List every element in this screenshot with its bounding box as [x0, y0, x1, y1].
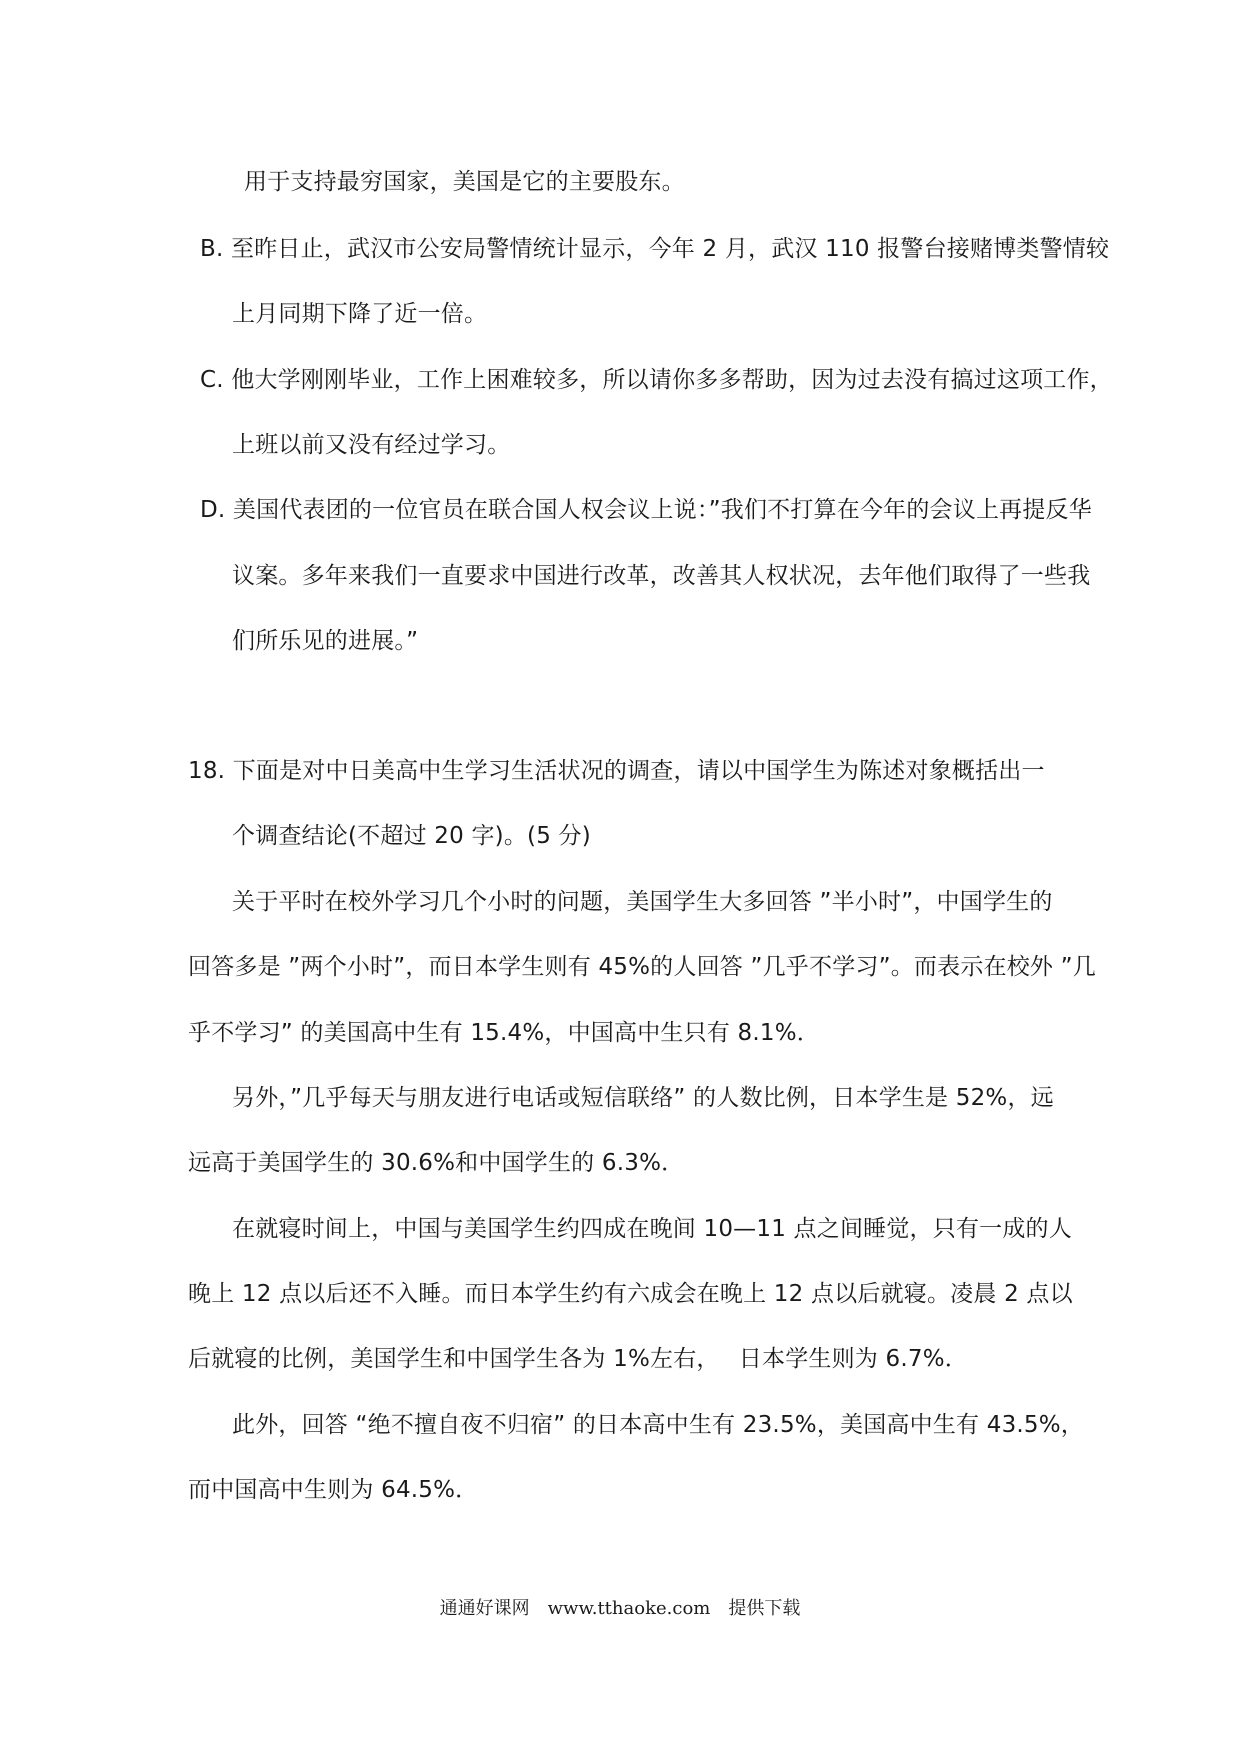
survey-paragraph-4-line-1: 此外，回答 “绝不擅自夜不归宿” 的日本高中生有 23.5%，美国高中生有 43.5%， — [232, 1412, 1085, 1438]
page-footer: 通通好课网 www.tthaoke.com 提供下载 — [439, 1598, 801, 1619]
option-d-line-2: 议案。多年来我们一直要求中国进行改革，改善其人权状况，去年他们取得了一些我 — [232, 563, 1091, 589]
survey-paragraph-1-line-1: 关于平时在校外学习几个小时的问题，美国学生大多回答 ”半小时”，中国学生的 — [232, 889, 1053, 915]
question-18-line-1: 18. 下面是对中日美高中生学习生活状况的调查，请以中国学生为陈述对象概括出一 — [188, 758, 1045, 784]
option-c-line-1: C. 他大学刚刚毕业，工作上困难较多，所以请你多多帮助，因为过去没有搞过这项工作， — [200, 367, 1113, 393]
survey-paragraph-2-line-1: 另外，”几乎每天与朋友进行电话或短信联络” 的人数比例，日本学生是 52%，远 — [232, 1085, 1054, 1111]
survey-paragraph-1-line-2: 回答多是 ”两个小时”，而日本学生则有 45%的人回答 ”几乎不学习”。而表示在校外 ”几 — [188, 954, 1096, 980]
option-a-continuation: 用于支持最穷国家，美国是它的主要股东。 — [244, 169, 685, 195]
survey-paragraph-2-line-2: 远高于美国学生的 30.6%和中国学生的 6.3%． — [188, 1150, 685, 1176]
question-18-line-2: 个调查结论(不超过 20 字)。(5 分) — [232, 823, 591, 849]
survey-paragraph-3-line-1: 在就寝时间上，中国与美国学生约四成在晚间 10—11 点之间睡觉，只有一成的人 — [232, 1216, 1072, 1242]
option-c-line-2: 上班以前又没有经过学习。 — [232, 432, 511, 458]
option-b-line-2: 上月同期下降了近一倍。 — [232, 301, 488, 327]
survey-paragraph-3-line-2: 晚上 12 点以后还不入睡。而日本学生约有六成会在晚上 12 点以后就寝。凌晨 2 点以 — [188, 1281, 1073, 1307]
option-d-line-1: D. 美国代表团的一位官员在联合国人权会议上说：”我们不打算在今年的会议上再提反华 — [200, 497, 1092, 523]
survey-paragraph-1-line-3: 乎不学习” 的美国高中生有 15.4%，中国高中生只有 8.1%． — [188, 1020, 820, 1046]
option-b-line-1: B. 至昨日止，武汉市公安局警情统计显示，今年 2 月，武汉 110 报警台接赌博类警情较 — [200, 236, 1110, 262]
survey-paragraph-4-line-2: 而中国高中生则为 64.5%． — [188, 1477, 479, 1503]
option-d-line-3: 们所乐见的进展。” — [232, 628, 419, 654]
survey-paragraph-3-line-3: 后就寝的比例，美国学生和中国学生各为 1%左右， 日本学生则为 6.7%． — [188, 1346, 968, 1372]
